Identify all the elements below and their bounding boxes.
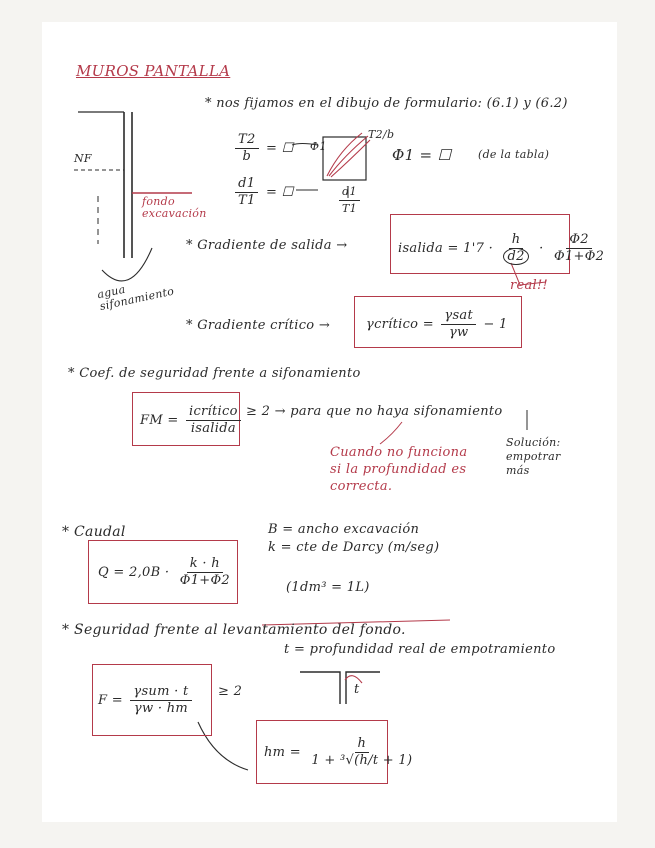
- phi1-equation: Φ1 = ☐: [392, 146, 452, 164]
- table-note: (de la tabla): [478, 148, 550, 161]
- fm-formula: FM = $\frac{\text{icrítico}}{\text{isalida}}$: [140, 404, 244, 437]
- real-note: real!!: [510, 278, 549, 293]
- red-note: Cuando no funciona si la profundidad es correcta.: [330, 445, 468, 494]
- t-definition: t = profundidad real de empotramiento: [284, 642, 556, 657]
- uplift-title: * Seguridad frente al levantamiento del fondo.: [62, 622, 406, 638]
- embedment-sketch: [300, 672, 380, 704]
- graph-t2b-label: T2/b: [368, 128, 395, 141]
- solution-note: Solución: empotrar más: [506, 436, 561, 477]
- seepage-arrow: [102, 248, 152, 281]
- uplift-condition: ≥ 2: [218, 684, 243, 699]
- water-level-label: NF: [74, 152, 92, 165]
- wall-sketch: [124, 112, 132, 258]
- hm-formula: hm = $\frac{h}{\text{1 + ³√(h/t + 1)}}$: [264, 736, 413, 768]
- ratio-t2-b: $\frac{T2}{b}$ = ☐: [232, 132, 294, 165]
- excavation-label: fondo excavación: [142, 195, 207, 220]
- safety-factor-title: * Coef. de seguridad frente a sifonamiento: [68, 366, 361, 381]
- seepage-label: agua sifonamiento: [96, 282, 176, 314]
- b-definition: B = ancho excavación: [268, 522, 420, 537]
- graph-axis-label: $\frac{d1}{T1}$: [336, 184, 363, 217]
- exit-gradient-label: * Gradiente de salida →: [186, 238, 348, 253]
- page-title: MUROS PANTALLA: [76, 62, 231, 80]
- critical-gradient-formula: γcrítico = $\frac{\text{γsat}}{\gamma w}$ − 1: [366, 308, 508, 340]
- flow-title: * Caudal: [62, 524, 126, 540]
- graph-phi1-label: Φ1: [310, 140, 327, 153]
- uplift-formula: F = $\frac{\text{γsum · t}}{\gamma w \cdot hm}$: [98, 684, 195, 717]
- intro-line: * nos fijamos en el dibujo de formulario: (6.1) y (6.2): [205, 96, 568, 111]
- fm-condition: ≥ 2 → para que no haya sifonamiento: [246, 404, 503, 419]
- critical-gradient-label: * Gradiente crítico →: [186, 318, 331, 333]
- k-definition: k = cte de Darcy (m/seg): [268, 540, 440, 555]
- t-sketch-label: t: [354, 682, 360, 697]
- exit-gradient-formula: isalida = 1'7 · $\frac{h}{d2}$ · $\frac{\Phi 2}{\Phi 1+\Phi 2}$: [398, 232, 605, 264]
- unit-note: (1dm³ = 1L): [286, 580, 370, 595]
- ratio-d1-t1: $\frac{d1}{T1}$ = ☐: [232, 176, 294, 209]
- flow-formula: Q = 2,0B · $\frac{k \cdot h}{\Phi 1+\Phi 2}$: [98, 556, 230, 588]
